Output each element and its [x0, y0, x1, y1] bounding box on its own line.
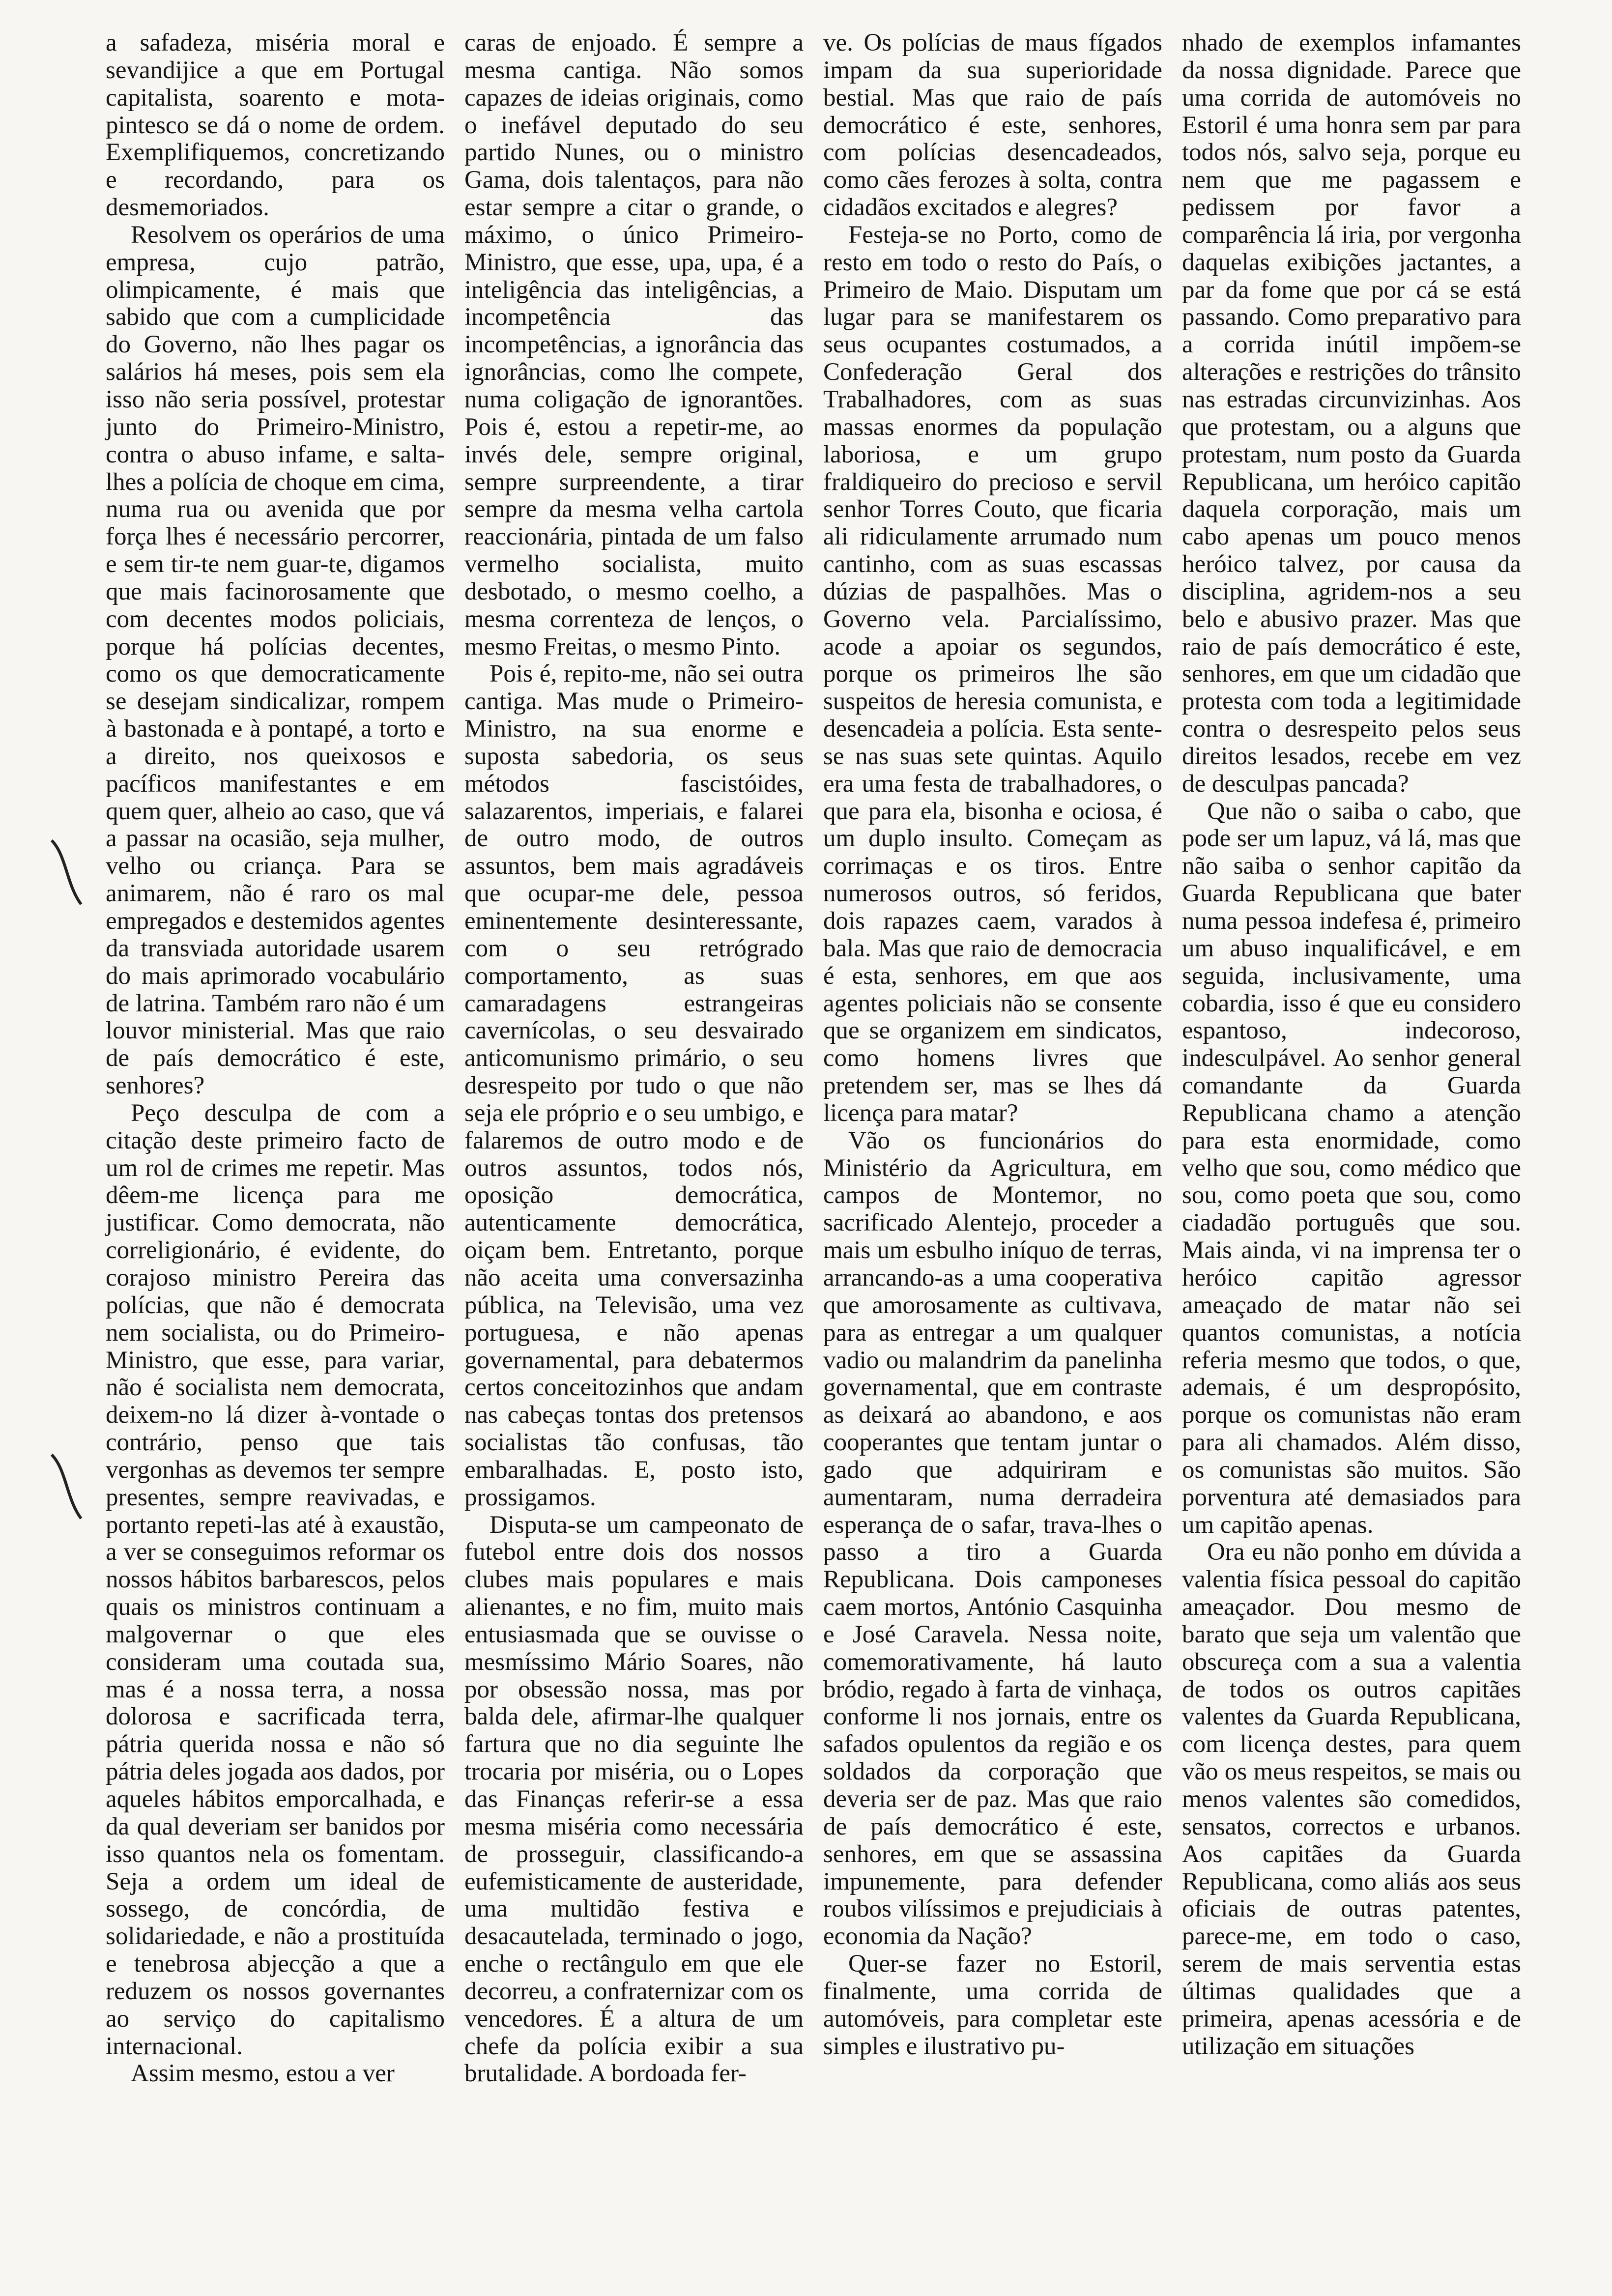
paragraph: Quer-se fazer no Estoril, finalmente, uma corrida de automóveis, para completar este simples e ilustrativo pu-: [823, 1950, 1162, 2060]
text-column-4: [1182, 29, 1521, 2060]
paragraph: caras de enjoado. É sempre a mesma cantiga. Não somos capazes de ideias originais, como o inefável deputado do seu partido Nunes, ou o ministro Gama, dois talentaços, para não estar sempre a citar o grande, o máximo, o único Primeiro-Ministro, que esse, upa, upa, é a inteligência das inteligências, a incompetência das incompetências, a ignorância das ignorâncias, como lhe compete, numa coligação de ignorantões. Pois é, estou a repetir-me, ao invés dele, sempre original, sempre surpreendente, a tirar sempre da mesma velha cartola reaccionária, pintada de um falso vermelho socialista, muito desbotado, o mesmo coelho, a mesma correnteza de lenços, o mesmo Freitas, o mesmo Pinto.: [464, 29, 804, 660]
paragraph: ve. Os polícias de maus fígados impam da sua superioridade bestial. Mas que raio de país democrático é este, senhores, com polícias desencadeados, como cães ferozes à solta, contra cidadãos excitados e alegres?: [823, 29, 1162, 222]
margin-bracket-mark: [47, 835, 86, 909]
margin-bracket-mark: [47, 1450, 86, 1523]
text-column-2: [464, 29, 804, 2088]
paragraph: Vão os funcionários do Ministério da Agricultura, em campos de Montemor, no sacrificado Alentejo, proceder a mais um esbulho iníquo de terras, arrancando-as a uma cooperativa que amorosamente as cultivava, para as entregar a um qualquer vadio ou malandrim da panelinha governamental, que em contraste as deixará ao abandono, e aos cooperantes que tentam juntar o gado que adquiriram e aumentaram, numa derradeira esperança de o safar, trava-lhes o passo a tiro a Guarda Republicana. Dois camponeses caem mortos, António Casquinha e José Caravela. Nessa noite, comemorativamente, há lauto bródio, regado à farta de vinhaça, conforme li nos jornais, entre os safados opulentos da região e os soldados da corporação que deveria ser de paz. Mas que raio de país democrático é este, senhores, em que se assassina impunemente, para defender roubos vilíssimos e prejudiciais à economia da Nação?: [823, 1126, 1162, 1951]
paragraph: nhado de exemplos infamantes da nossa dignidade. Parece que uma corrida de automóveis no Estoril é uma honra sem par para todos nós, salvo seja, porque eu nem que me pagassem e pedissem por favor a comparência lá iria, por vergonha daquelas exibições jactantes, a par da fome que por cá se está passando. Como preparativo para a corrida inútil impõem-se alterações e restrições do trânsito nas estradas circunvizinhas. Aos que protestam, ou a alguns que protestam, num posto da Guarda Republicana, um heróico capitão daquela corporação, mais um cabo apenas um pouco menos heróico talvez, por causa da disciplina, agridem-nos a seu belo e abusivo prazer. Mas que raio de país democrático é este, senhores, em que um cidadão que protesta com toda a legitimidade contra o desrespeito pelos seus direitos lesados, recebe em vez de desculpas pancada?: [1182, 29, 1521, 798]
paragraph: Resolvem os operários de uma empresa, cujo patrão, olimpicamente, é mais que sabido que com a cumplicidade do Governo, não lhes pagar os salários há meses, pois sem ela isso não seria possível, protestar junto do Primeiro-Ministro, contra o abuso infame, e salta-lhes a polícia de choque em cima, numa rua ou avenida que por força lhes é necessário percorrer, e sem tir-te nem guar-te, digamos que mais facinorosamente que com decentes modos policiais, porque há polícias decentes, como os que democraticamente se desejam sindicalizar, rompem à bastonada e à pontapé, a torto e a direito, nos queixosos e pacíficos manifestantes e em quem quer, alheio ao caso, que vá a passar na ocasião, seja mulher, velho ou criança. Para se animarem, não é raro os mal empregados e destemidos agentes da transviada autoridade usarem do mais aprimorado vocabulário de latrina. Também raro não é um louvor ministerial. Mas que raio de país democrático é este, senhores?: [106, 221, 445, 1100]
text-column-3: [823, 29, 1162, 2060]
paragraph: Que não o saiba o cabo, que pode ser um lapuz, vá lá, mas que não saiba o senhor capitão da Guarda Republicana que bater numa pessoa indefesa é, primeiro um abuso inqualificável, e em seguida, inclusivamente, uma cobardia, isso é que eu considero espantoso, indecoroso, indesculpável. Ao senhor general comandante da Guarda Republicana chamo a atenção para esta enormidade, como velho que sou, como médico que sou, como poeta que sou, como ciadadão português que sou. Mais ainda, vi na imprensa ter o heróico capitão agressor ameaçado de matar não sei quantos comunistas, a notícia referia mesmo que todos, o que, ademais, é um despropósito, porque os comunistas não eram para ali chamados. Além disso, os comunistas são muitos. São porventura até demasiados para um capitão apenas.: [1182, 797, 1521, 1539]
paragraph: Ora eu não ponho em dúvida a valentia física pessoal do capitão ameaçador. Dou mesmo de barato que seja um valentão que obscureça com a sua a valentia de todos os outros capitães valentes da Guarda Republicana, com licença destes, para quem vão os meus respeitos, se mais ou menos valentes são comedidos, sensatos, correctos e urbanos. Aos capitães da Guarda Republicana, como aliás aos seus oficiais de outras patentes, parece-me, em todo o caso, serem de mais serventia estas últimas qualidades que a primeira, apenas acessória e de utilização em situações: [1182, 1538, 1521, 2060]
paragraph: Festeja-se no Porto, como de resto em todo o resto do País, o Primeiro de Maio. Disputam um lugar para se manifestarem os seus ocupantes costumados, a Confederação Geral dos Trabalhadores, com as suas massas enormes da população laboriosa, e um grupo fraldiqueiro do precioso e servil senhor Torres Couto, que ficaria ali ridiculamente arrumado num cantinho, com as suas escassas dúzias de paspalhões. Mas o Governo vela. Parcialíssimo, acode a apoiar os segundos, porque os primeiros lhe são suspeitos de heresia comunista, e desencadeia a polícia. Esta sente-se nas suas sete quintas. Aquilo era uma festa de trabalhadores, o que para ela, bisonha e ociosa, é um duplo insulto. Começam as corrimaças e os tiros. Entre numerosos outros, só feridos, dois rapazes caem, varados à bala. Mas que raio de democracia é esta, senhores, em que aos agentes policiais não se consente que se organizem em sindicatos, como homens livres que pretendem ser, mas se lhes dá licença para matar?: [823, 221, 1162, 1127]
text-column-1: [106, 29, 445, 2088]
paragraph: Disputa-se um campeonato de futebol entre dois dos nossos clubes mais populares e mais alienantes, e no fim, muito mais entusiasmada que se ouvisse o mesmíssimo Mário Soares, não por obsessão nossa, mas por balda dele, afirmar-lhe qualquer fartura que no dia seguinte lhe trocaria por miséria, ou o Lopes das Finanças referir-se a essa mesma miséria como necessária de prosseguir, classificando-a eufemisticamente de austeridade, uma multidão festiva e desacautelada, terminado o jogo, enche o rectângulo em que ele decorreu, a confraternizar com os vencedores. É a altura de um chefe da polícia exibir a sua brutalidade. A bordoada fer-: [464, 1511, 804, 2088]
paragraph: a safadeza, miséria moral e sevandijice a que em Portugal capitalista, soarento e mota-pintesco se dá o nome de ordem. Exemplifiquemos, concretizando e recordando, para os desmemoriados.: [106, 29, 445, 222]
paragraph: Pois é, repito-me, não sei outra cantiga. Mas mude o Primeiro-Ministro, na sua enorme e suposta sabedoria, os seus métodos fascistóides, salazarentos, imperiais, e falarei de outro modo, de outros assuntos, bem mais agradáveis que ocupar-me dele, pessoa eminentemente desinteressante, com o seu retrógrado comportamento, as suas camaradagens estrangeiras cavernícolas, o seu desvairado anticomunismo primário, o seu desrespeito por tudo o que não seja ele próprio e o seu umbigo, e falaremos de outro modo e de outros assuntos, todos nós, oposição democrática, autenticamente democrática, oiçam bem. Entretanto, porque não aceita uma conversazinha pública, na Televisão, uma vez portuguesa, e não apenas governamental, para debatermos certos conceitozinhos que andam nas cabeças tontas dos pretensos socialistas tão confusas, tão embaralhadas. E, posto isto, prossigamos.: [464, 660, 804, 1511]
paragraph: Assim mesmo, estou a ver: [131, 2060, 395, 2088]
paragraph: Peço desculpa de com a citação deste primeiro facto de um rol de crimes me repetir. Mas dêem-me licença para me justificar. Como democrata, não correligionário, é evidente, do corajoso ministro Pereira das polícias, que não é democrata nem socialista, ou do Primeiro-Ministro, que esse, para variar, não é socialista nem democrata, deixem-no lá dizer à-vontade o contrário, penso que tais vergonhas as devemos ter sempre presentes, sempre reavivadas, e portanto repeti-las até à exaustão, a ver se conseguimos reformar os nossos hábitos barbarescos, pelos quais os ministros continuam a malgovernar o que eles consideram uma coutada sua, mas é a nossa terra, a nossa dolorosa e sacrificada terra, pátria querida nossa e não só pátria deles jogada aos dados, por aqueles hábitos emporcalhada, e da qual deveriam ser banidos por isso quantos nela os fomentam. Seja a ordem um ideal de sossego, de concórdia, de solidariedade, e não a prostituída e tenebrosa abjecção a que a reduzem os nossos governantes ao serviço do capitalismo internacional.: [106, 1099, 445, 2060]
